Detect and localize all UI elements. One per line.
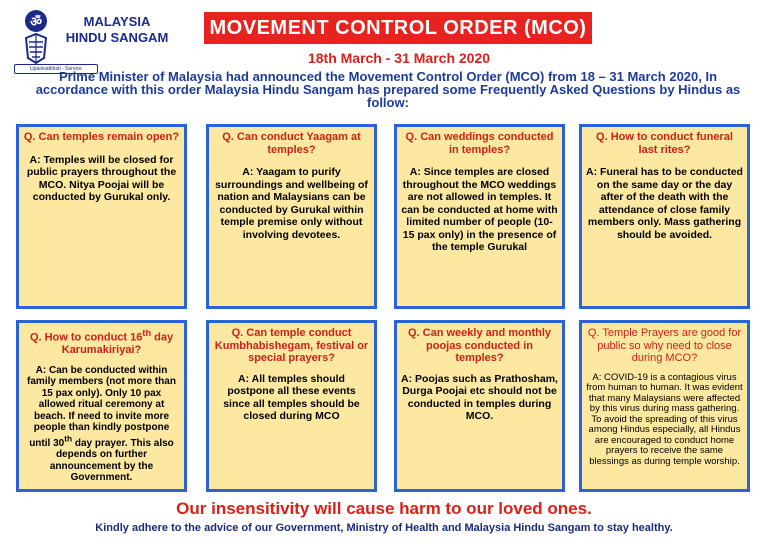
om-trident-logo-icon (16, 8, 56, 68)
intro-text: Prime Minister of Malaysia had announced the Movement Control Order (MCO) from 18 – 31 March 2020, In accordance with this order Malaysia Hindu Sangam has prepared some Frequently Asked Questions by Hindus as follow: (35, 69, 741, 110)
faq-answer: A: Funeral has to be conducted on the same day or the day after of the death with the attendance of close family members only. Mass gathering should be avoided. (586, 166, 743, 241)
ordinal-suffix: th (64, 433, 73, 444)
faq-question (23, 327, 180, 357)
faq-question: Q. Temple Prayers are good for public so why need to close during MCO? (587, 327, 742, 364)
logo-tagline: Upanisatbhati - Service (14, 64, 98, 74)
logo (14, 6, 174, 78)
faq-question: Q. Can temple conduct Kumbhabishegam, festival or special prayers? (214, 327, 369, 364)
faq-question: Q. Can weddings conducted in temples? (405, 131, 554, 156)
faq-answer: A: Temples will be closed for public prayers throughout the MCO. Nitya Poojai will be conducted by Gurukal only. (26, 153, 177, 203)
faq-card-weekly-poojas (394, 320, 565, 492)
faq-card-yaagam (206, 124, 377, 309)
footer-advice: Kindly adhere to the advice of our Government, Ministry of Health and Malaysia Hindu Sangam to stay healthy. (95, 522, 673, 534)
organization-name-line2: HINDU SANGAM (65, 30, 169, 45)
faq-question: Q. Can temples remain open? (23, 131, 180, 143)
faq-question-part: Q. How to conduct 16 (29, 331, 143, 344)
page-title: MOVEMENT CONTROL ORDER (MCO) (204, 12, 592, 44)
faq-answer: A: Poojas such as Prathosham, Durga Poojai etc should not be conducted in temples during MCO. (401, 372, 558, 422)
faq-card-funeral (579, 124, 750, 309)
ordinal-suffix: th (142, 328, 152, 338)
faq-answer (23, 365, 180, 484)
faq-question: Q. Can weekly and monthly poojas conducted in temples? (407, 327, 552, 364)
faq-card-weddings (394, 124, 565, 309)
faq-answer: A: Since temples are closed throughout the MCO weddings are not allowed in temples. It can be conducted at home with limited number of people (10-15 pax only) in the presence of the temple Gurukal (401, 166, 558, 253)
faq-answer: A: COVID-19 is a contagious virus from human to human. It was evident that many Malaysians were affected by this virus during mass gathering. To avoid the spreading of this virus among Hindus especially, all Hindus are encouraged to conduct home prayers to receive the same blessings as during temple worship. (586, 371, 743, 467)
organization-name-line1: MALAYSIA (83, 14, 151, 29)
date-range: 18th March - 31 March 2020 (307, 50, 491, 66)
faq-question: Q. Can conduct Yaagam at temples? (222, 131, 361, 156)
organization-name (62, 14, 172, 46)
faq-card-16th-day (16, 320, 187, 492)
faq-question: Q. How to conduct funeral last rites? (596, 131, 733, 156)
faq-card-why-close (579, 320, 750, 492)
faq-card-kumbhabishegam (206, 320, 377, 492)
svg-text:ॐ: ॐ (30, 15, 42, 30)
faq-answer-part: A: Can be conducted within family members (not more than 15 pax only). Only 10 pax allowed ritual ceremony at beach. If need to invite more people than kindly postpone until 30 (27, 364, 176, 449)
faq-question-part: day Karumakiriyai? (61, 331, 174, 357)
faq-answer: A: All temples should postpone all these events since all temples should be closed during MCO (223, 372, 360, 422)
faq-card-temples-open (16, 124, 187, 309)
faq-answer: A: Yaagam to purify surroundings and wellbeing of nation and Malaysians can be conducted by Gurukal within temple premise only without involving devotees. (215, 166, 368, 241)
faq-answer-part: day prayer. This also depends on further announcement by the Government. (49, 437, 174, 484)
footer-slogan: Our insensitivity will cause harm to our loved ones. (176, 499, 592, 518)
